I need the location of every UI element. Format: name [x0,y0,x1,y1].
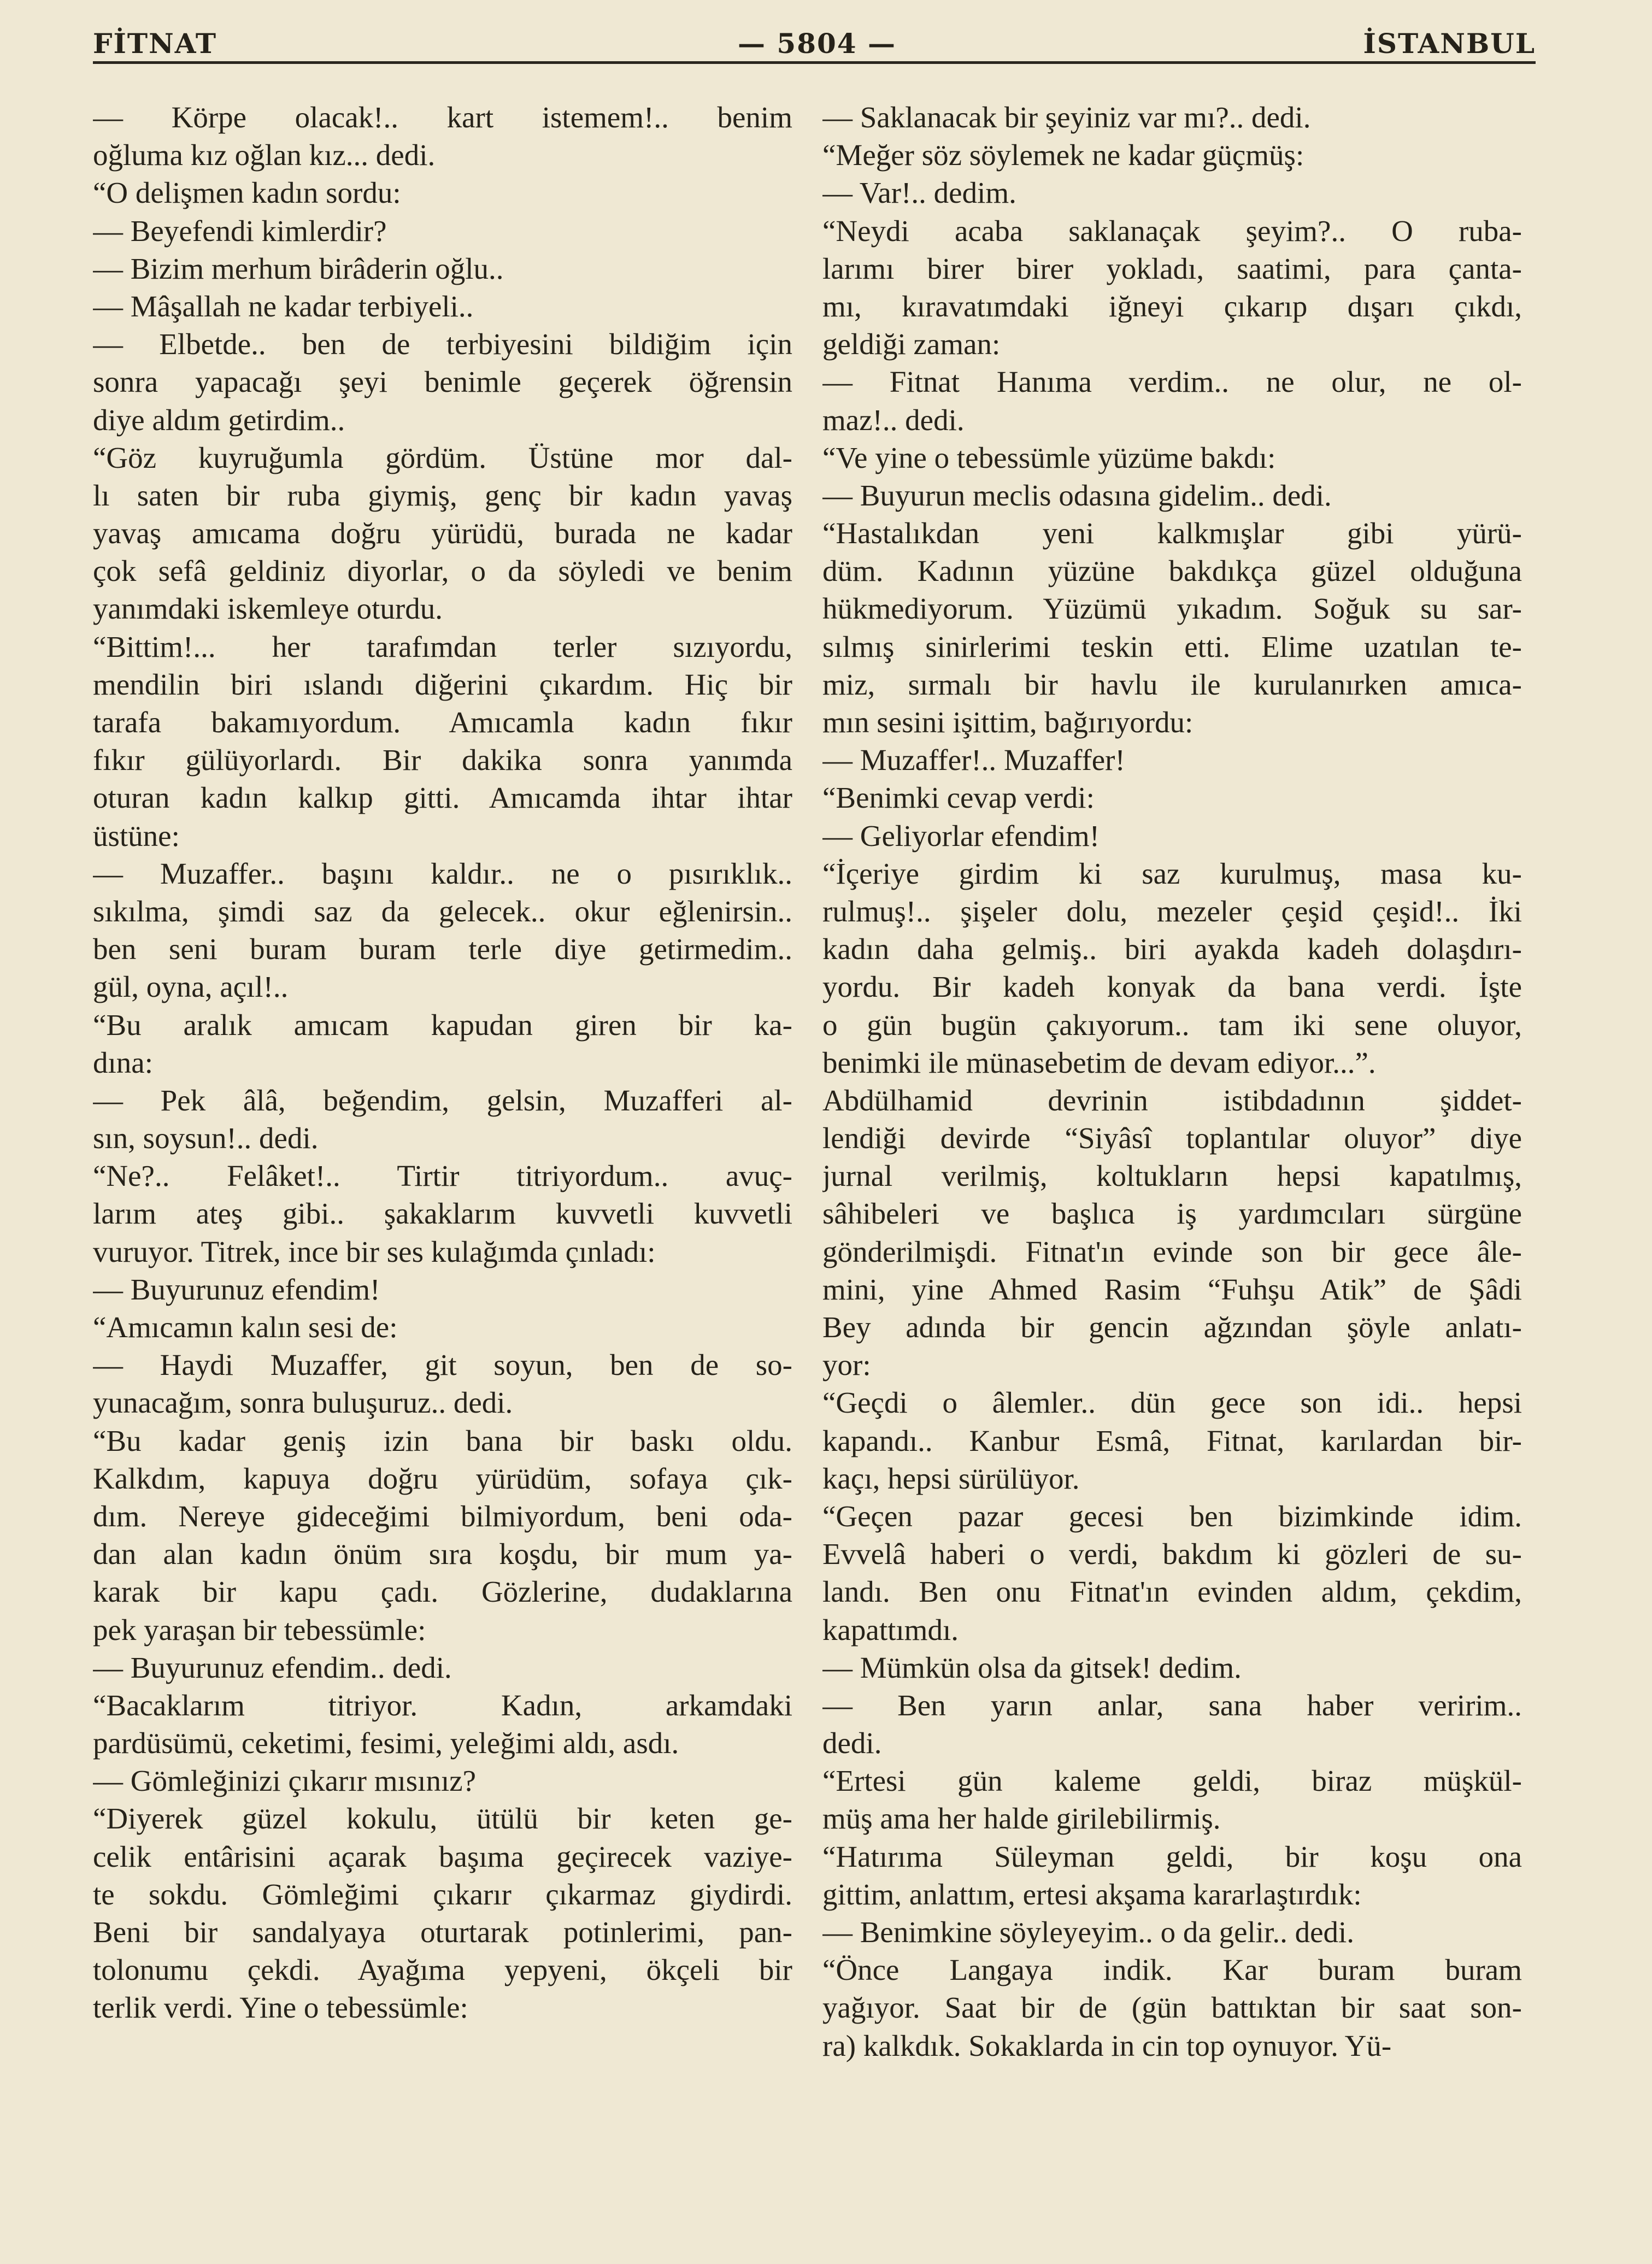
text-line: jurnal verilmiş, koltukların hepsi kapatılmış, [822,1159,1522,1193]
paragraph [93,1081,792,1157]
text-line: — Var!.. dedim. [822,176,1016,210]
text-line: — Fitnat Hanıma verdim.. ne olur, ne ol- [822,365,1522,399]
text-line: Abdülhamid devrinin istibdadının şiddet- [822,1083,1522,1117]
text-line: “Meğer söz söylemek ne kadar güçmüş: [822,138,1304,172]
text-line: düm. Kadının yüzüne bakdıkça güzel olduğuna [822,554,1522,588]
text-line: üstüne: [93,819,180,852]
text-line: çok sefâ geldiniz diyorlar, o da söyledi ve benim [93,554,792,588]
paragraph [93,1006,792,1081]
text-line: — Buyurunuz efendim.. dedi. [93,1650,452,1684]
paragraph [93,1649,792,1686]
page-number: — 5804 — [738,27,896,60]
text-line: “O delişmen kadın sordu: [93,176,401,210]
text-line: yunacağım, sonra buluşuruz.. dedi. [93,1386,513,1420]
text-line: pardüsümü, ceketimi, fesimi, yeleğimi aldı, asdı. [93,1726,679,1760]
text-line: — Körpe olacak!.. kart istemem!.. benim [93,101,792,134]
text-line: — Muzaffer!.. Muzaffer! [822,743,1125,777]
text-line: “Geçen pazar gecesi ben bizimkinde idim. [822,1499,1522,1533]
text-line: “Benimki cevap verdi: [822,781,1095,815]
text-line: lı saten bir ruba giymiş, genç bir kadın yavaş [93,478,792,512]
text-line: diye aldım getirdim.. [93,403,345,437]
text-line: — Buyurunuz efendim! [93,1272,380,1306]
paragraph [93,1422,792,1649]
text-line: gönderilmişdi. Fitnat'ın evinde son bir gece âle- [822,1234,1522,1268]
paragraph [93,1762,792,1800]
paragraph [93,1800,792,2026]
text-line: sılmış sinirlerimi teskin etti. Elime uzatılan te- [822,630,1522,663]
text-line: geldiği zaman: [822,327,1001,361]
text-line: “Göz kuyruğumla gördüm. Üstüne mor dal- [93,440,792,474]
paragraph [822,1497,1522,1649]
text-line: dedi. [822,1726,882,1760]
text-line: “Ne?.. Felâket!.. Tirtir titriyordum.. avuç- [93,1159,792,1193]
paragraph [822,817,1522,855]
paragraph [93,212,792,250]
text-line: “Hastalıkdan yeni kalkmışlar gibi yürü- [822,516,1522,550]
text-line: o gün bugün çakıyorum.. tam iki sene oluyor, [822,1008,1522,1042]
text-line: hükmediyorum. Yüzümü yıkadım. Soğuk su sar- [822,592,1522,626]
paragraph [822,514,1522,741]
text-line: kadın daha gelmiş.. biri ayakda kadeh dolaşdırı- [822,932,1522,966]
paragraph [93,250,792,287]
paragraph [93,1686,792,1762]
text-line: kapattımdı. [822,1613,959,1646]
text-column-right [822,98,1522,2065]
text-line: “Bu aralık amıcam kapudan giren bir ka- [93,1008,792,1042]
text-line: sâhibeleri ve başlıca iş yardımcıları sürgüne [822,1197,1522,1231]
text-line: — Bizim merhum birâderin oğlu.. [93,251,504,285]
text-line: dım. Nereye gideceğimi bilmiyordum, beni oda- [93,1499,792,1533]
text-line: rulmuş!.. şişeler dolu, mezeler çeşid çeşid!.. İki [822,894,1522,928]
text-line: — Mâşallah ne kadar terbiyeli.. [93,289,474,323]
text-line: sın, soysun!.. dedi. [93,1121,319,1155]
text-line: vuruyor. Titrek, ince bir ses kulağımda çınladı: [93,1234,656,1268]
text-line: larım ateş gibi.. şakaklarım kuvvetli kuvvetli [93,1197,792,1231]
text-line: — Gömleğinizi çıkarır mısınız? [93,1764,477,1798]
paragraph [822,1649,1522,1686]
paragraph [93,98,792,174]
text-line: pek yaraşan bir tebessümle: [93,1613,426,1646]
text-line: larımı birer birer yokladı, saatimi, para çanta- [822,251,1522,285]
text-line: mı, kıravatımdaki iğneyi çıkarıp dışarı çıkdı, [822,289,1522,323]
text-column-left [93,98,792,2027]
paragraph [93,1308,792,1346]
text-line: te sokdu. Gömleğimi çıkarır çıkarmaz giydirdi. [93,1877,792,1911]
text-line: yavaş amıcama doğru yürüdü, burada ne kadar [93,516,792,550]
text-line: ben seni buram buram terle diye getirmedim.. [93,932,792,966]
paragraph [93,174,792,211]
text-line: Beni bir sandalyaya oturtarak potinlerimi, pan- [93,1915,792,1949]
text-line: dan alan kadın önüm sıra koşdu, bir mum ya- [93,1537,792,1571]
paragraph [822,741,1522,779]
text-line: gittim, anlattım, ertesi akşama kararlaştırdık: [822,1877,1362,1911]
text-line: karak bir kapu çadı. Gözlerine, dudaklarına [93,1575,792,1609]
text-line: Kalkdım, kapuya doğru yürüdüm, sofaya çık- [93,1461,792,1495]
text-line: “Hatırıma Süleyman geldi, bir koşu ona [822,1839,1522,1873]
header-rule [93,61,1536,64]
paragraph [93,287,792,325]
text-line: “Bu kadar geniş izin bana bir baskı oldu. [93,1424,792,1457]
text-line: — Muzaffer.. başını kaldır.. ne o pısırıklık.. [93,856,792,890]
paragraph [822,1913,1522,1951]
paragraph [822,98,1522,136]
text-line: lendiği devirde “Siyâsî toplantılar oluyor” diye [822,1121,1522,1155]
paragraph [822,855,1522,1081]
text-line: yor: [822,1348,871,1382]
paragraph [822,136,1522,174]
text-line: maz!.. dedi. [822,403,965,437]
text-line: “Neydi acaba saklanaçak şeyim?.. O ruba- [822,214,1522,248]
text-line: gül, oyna, açıl!.. [93,970,289,1004]
paragraph [93,439,792,628]
text-line: oğluma kız oğlan kız... dedi. [93,138,436,172]
text-line: ra) kalkdık. Sokaklarda in cin top oynuyor. Yü- [822,2028,1392,2062]
text-line: müş ama her halde girilebilirmiş. [822,1802,1221,1836]
text-line: mendilin biri ıslandı diğerini çıkardım. Hiç bir [93,667,792,701]
text-line: “Geçdi o âlemler.. dün gece son idi.. hepsi [822,1386,1522,1420]
text-line: — Haydi Muzaffer, git soyun, ben de so- [93,1348,792,1382]
text-line: — Benimkine söyleyeyim.. o da gelir.. dedi. [822,1915,1355,1949]
text-line: Bey adında bir gencin ağzından şöyle anlatı- [822,1310,1522,1344]
running-head-title: FİTNAT [93,27,217,60]
paragraph [93,325,792,439]
paragraph [822,477,1522,514]
text-line: — Buyurun meclis odasına gidelim.. dedi. [822,478,1332,512]
text-line: “İçeriye girdim ki saz kurulmuş, masa ku- [822,856,1522,890]
paragraph [822,363,1522,438]
paragraph [93,1157,792,1271]
text-line: — Ben yarın anlar, sana haber veririm.. [822,1688,1522,1722]
text-line: — Beyefendi kimlerdir? [93,214,387,248]
text-line: “Ertesi gün kaleme geldi, biraz müşkül- [822,1764,1522,1798]
text-line: — Saklanacak bir şeyiniz var mı?.. dedi. [822,101,1311,134]
text-line: tolonumu çekdi. Ayağıma yepyeni, ökçeli bir [93,1953,792,1987]
text-line: yanımdaki iskemleye oturdu. [93,592,443,626]
paragraph [822,439,1522,477]
text-line: “Ve yine o tebessümle yüzüme bakdı: [822,440,1276,474]
text-line: mın sesini işittim, bağırıyordu: [822,705,1194,739]
text-line: oturan kadın kalkıp gitti. Amıcamda ihtar ihtar [93,781,792,815]
text-line: “Önce Langaya indik. Kar buram buram [822,1953,1522,1987]
text-line: kapandı.. Kanbur Esmâ, Fitnat, karılardan bir- [822,1424,1522,1457]
text-line: kaçı, hepsi sürülüyor. [822,1461,1080,1495]
text-line: “Bacaklarım titriyor. Kadın, arkamdaki [93,1688,792,1722]
text-line: Evvelâ haberi o verdi, bakdım ki gözleri de su- [822,1537,1522,1571]
paragraph [822,1686,1522,1762]
text-line: miz, sırmalı bir havlu ile kurulanırken amıca- [822,667,1522,701]
text-line: benimki ile münasebetim de devam ediyor...”. [822,1045,1376,1079]
text-line: — Mümkün olsa da gitsek! dedim. [822,1650,1242,1684]
paragraph [822,1762,1522,1837]
text-line: — Elbetde.. ben de terbiyesini bildiğim için [93,327,792,361]
paragraph [822,1951,1522,2065]
paragraph [822,1384,1522,1497]
paragraph [822,174,1522,211]
text-line: — Geliyorlar efendim! [822,819,1100,852]
text-line: mini, yine Ahmed Rasim “Fuhşu Atik” de Şâdi [822,1272,1522,1306]
text-line: “Amıcamın kalın sesi de: [93,1310,398,1344]
text-line: “Diyerek güzel kokulu, ütülü bir keten ge- [93,1802,792,1836]
page-header [93,16,1536,66]
text-line: — Pek âlâ, beğendim, gelsin, Muzafferi al- [93,1083,792,1117]
paragraph [822,212,1522,363]
text-line: tarafa bakamıyordum. Amıcamla kadın fıkır [93,705,792,739]
paragraph [93,628,792,855]
paragraph [93,855,792,1006]
text-line: dına: [93,1045,153,1079]
paragraph [822,779,1522,816]
text-line: yağıyor. Saat bir de (gün battıktan bir saat son- [822,1991,1522,2025]
paragraph [822,1081,1522,1384]
text-line: fıkır gülüyorlardı. Bir dakika sonra yanımda [93,743,792,777]
text-line: yordu. Bir kadeh konyak da bana verdi. İşte [822,970,1522,1004]
paragraph [93,1271,792,1308]
text-line: sıkılma, şimdi saz da gelecek.. okur eğlenirsin.. [93,894,792,928]
running-head-place: İSTANBUL [1363,27,1536,60]
text-line: terlik verdi. Yine o tebessümle: [93,1991,468,2025]
text-line: celik entârisini açarak başıma geçirecek vaziye- [93,1839,792,1873]
paragraph [93,1346,792,1421]
text-line: sonra yapacağı şeyi benimle geçerek öğrensin [93,365,792,399]
paragraph [822,1838,1522,1913]
text-line: landı. Ben onu Fitnat'ın evinden aldım, çekdim, [822,1575,1522,1609]
text-line: “Bittim!... her tarafımdan terler sızıyordu, [93,630,792,663]
